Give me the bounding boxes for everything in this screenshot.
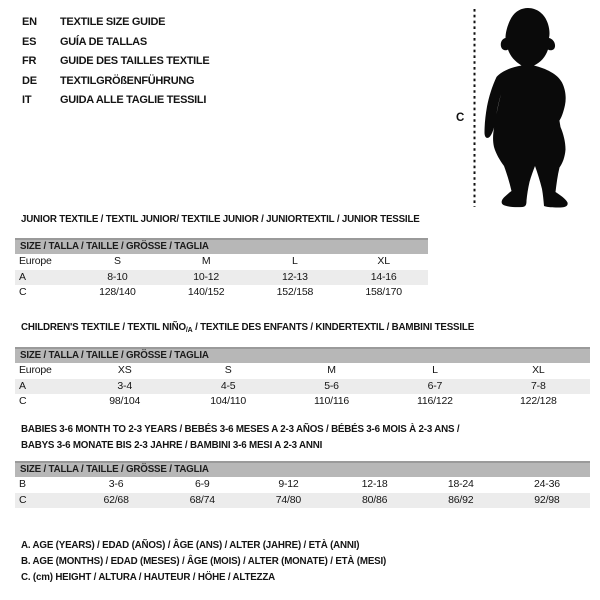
children-table-title-text: CHILDREN'S TEXTILE / TEXTIL NIÑO xyxy=(21,321,186,333)
table-cell: 9-12 xyxy=(278,478,299,490)
table-cell: 110/116 xyxy=(314,395,350,407)
babies-table-title-text2: BABYS 3-6 MONATE BIS 2-3 JAHRE / BAMBINI 3-6 MESI A 2-3 ANNI xyxy=(21,439,323,451)
language-label: TEXTILGRÖßENFÜHRUNG xyxy=(60,74,195,87)
table-cell: 128/140 xyxy=(99,286,136,298)
language-label: GUIDE DES TAILLES TEXTILE xyxy=(60,55,210,67)
legend-line-a: A. AGE (YEARS) / EDAD (AÑOS) / ÂGE (ANS) / ALTER (JAHRE) / ETÀ (ANNI) xyxy=(21,539,360,551)
children-table-title-sub: /A xyxy=(185,325,193,334)
row-label: C xyxy=(19,395,27,407)
row-label: Europe xyxy=(19,255,52,267)
language-row xyxy=(22,52,209,72)
language-code: EN xyxy=(22,16,37,28)
table-cell: XL xyxy=(532,364,545,376)
table-row xyxy=(15,493,590,509)
table-cell: XL xyxy=(377,255,390,267)
children-table xyxy=(15,347,590,410)
table-header-row xyxy=(15,461,590,477)
toddler-figure xyxy=(435,4,595,216)
table-cell: 3-6 xyxy=(108,478,124,490)
row-label: A xyxy=(19,379,26,392)
row-label: Europe xyxy=(19,364,52,376)
table-cell: 10-12 xyxy=(193,270,220,283)
children-table-title xyxy=(21,321,474,334)
table-cell: 86/92 xyxy=(448,493,474,506)
language-list xyxy=(22,13,209,111)
babies-table-title-line2 xyxy=(21,439,322,451)
table-header-label: SIZE / TALLA / TAILLE / GRÖSSE / TAGLIA xyxy=(20,463,209,475)
table-header-label: SIZE / TALLA / TAILLE / GRÖSSE / TAGLIA xyxy=(20,349,209,361)
table-cell: 12-18 xyxy=(361,478,388,490)
language-row xyxy=(22,13,209,33)
table-cell: 6-7 xyxy=(427,379,443,392)
table-cell: M xyxy=(327,364,336,376)
legend-line-b: B. AGE (MONTHS) / EDAD (MESES) / ÂGE (MOIS) / ALTER (MONATE) / ETÀ (MESI) xyxy=(21,555,387,567)
table-row xyxy=(15,270,428,286)
table-row xyxy=(15,379,590,395)
table-cell: 152/158 xyxy=(276,286,314,298)
table-cell: 7-8 xyxy=(531,379,546,392)
table-header-row xyxy=(15,238,428,254)
row-label: B xyxy=(19,478,26,490)
table-cell: 158/170 xyxy=(365,286,402,298)
language-code: IT xyxy=(22,94,32,106)
table-cell: M xyxy=(201,255,211,267)
table-cell: 122/128 xyxy=(520,395,557,407)
table-cell: 6-9 xyxy=(194,478,210,490)
babies-table-title-text: BABIES 3-6 MONTH TO 2-3 YEARS / BEBÉS 3-6 MESES A 2-3 AÑOS / BÉBÉS 3-6 MOIS À 2-3 ANS / xyxy=(21,423,460,435)
table-cell: 62/68 xyxy=(103,493,129,506)
table-cell: 8-10 xyxy=(107,270,128,283)
row-label: A xyxy=(19,270,26,283)
table-row xyxy=(15,285,428,301)
table-header-row xyxy=(15,347,590,363)
table-cell: S xyxy=(224,364,232,376)
table-cell: 18-24 xyxy=(447,478,474,490)
table-cell: 3-4 xyxy=(117,379,132,392)
table-cell: 92/98 xyxy=(534,493,560,506)
table-cell: 24-36 xyxy=(534,478,560,490)
language-label: TEXTILE SIZE GUIDE xyxy=(60,16,166,28)
table-cell: L xyxy=(432,364,438,376)
junior-table-title xyxy=(21,213,420,225)
language-row xyxy=(22,72,209,92)
babies-table xyxy=(15,461,590,508)
table-row xyxy=(15,477,590,493)
table-cell: 14-16 xyxy=(370,270,397,283)
language-label: GUIDA ALLE TAGLIE TESSILI xyxy=(60,94,207,106)
language-code: ES xyxy=(22,35,37,48)
junior-table-title-text: JUNIOR TEXTILE / TEXTIL JUNIOR/ TEXTILE JUNIOR / JUNIORTEXTIL / JUNIOR TESSILE xyxy=(21,213,420,225)
table-cell: L xyxy=(292,255,298,267)
row-label: C xyxy=(19,286,27,298)
table-row xyxy=(15,363,590,379)
table-cell: 74/80 xyxy=(275,493,302,506)
language-code: DE xyxy=(22,74,37,87)
table-cell: 5-6 xyxy=(324,379,339,392)
junior-table xyxy=(15,238,428,301)
table-cell: 4-5 xyxy=(220,379,236,392)
row-label: C xyxy=(19,493,27,506)
table-cell: XS xyxy=(117,364,132,376)
table-cell: 12-13 xyxy=(281,270,308,283)
children-table-title-text2: / TEXTILE DES ENFANTS / KINDERTEXTIL / BAMBINI TESSILE xyxy=(192,321,475,333)
language-row xyxy=(22,91,209,111)
legend-line-c: C. (cm) HEIGHT / ALTURA / HAUTEUR / HÖHE / ALTEZZA xyxy=(21,571,275,583)
baby-silhouette xyxy=(485,8,568,208)
language-code: FR xyxy=(22,55,37,67)
table-cell: 98/104 xyxy=(109,395,141,407)
table-cell: 68/74 xyxy=(189,493,215,506)
table-cell: S xyxy=(113,255,121,267)
language-row xyxy=(22,33,209,53)
table-cell: 140/152 xyxy=(187,286,225,298)
table-cell: 80/86 xyxy=(361,493,388,506)
table-cell: 104/110 xyxy=(210,395,246,407)
babies-table-title-line1 xyxy=(21,423,459,435)
table-cell: 116/122 xyxy=(417,395,453,407)
height-measure-label: C xyxy=(456,112,465,124)
legend xyxy=(21,537,414,585)
table-header-label: SIZE / TALLA / TAILLE / GRÖSSE / TAGLIA xyxy=(20,240,209,252)
table-row xyxy=(15,254,428,270)
language-label: GUÍA DE TALLAS xyxy=(60,35,147,48)
table-row xyxy=(15,394,590,410)
